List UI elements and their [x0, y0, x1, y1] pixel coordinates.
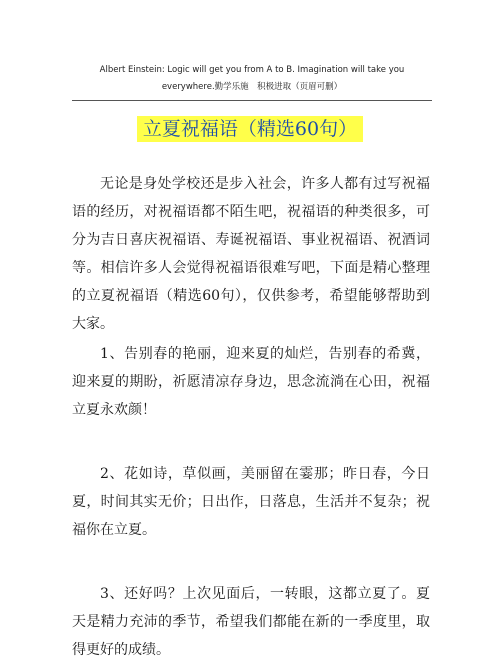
blessing-paragraph-2: 2、花如诗，草似画，美丽留在霎那；昨日春，今日夏，时间其实无价；日出作，日落息，生活并不复杂；祝福你在立夏。 — [72, 466, 430, 538]
document-body — [72, 170, 430, 664]
document-title: 立夏祝福语（精选60句） — [137, 116, 363, 142]
blessing-paragraph-1: 1、告别春的艳丽，迎来夏的灿烂，告别春的希冀，迎来夏的期盼，祈愿清凉存身边，思念流淌在心田，祝福立夏永欢颜！ — [72, 346, 430, 418]
intro-paragraph: 无论是身处学校还是步入社会，许多人都有过写祝福语的经历，对祝福语都不陌生吧，祝福语的种类很多，可分为吉日喜庆祝福语、寿诞祝福语、事业祝福语、祝酒词等。相信许多人会觉得祝福语很难写吧，下面是精心整理的立夏祝福语（精选60句），仅供参考，希望能够帮助到大家。 — [72, 176, 430, 332]
header-divider — [72, 100, 432, 101]
page-header: Albert Einstein: Logic will get you from A to B. Imagination will take you everywhere.勤学乐施 积极进取（页眉可删） — [99, 65, 405, 92]
title-container — [0, 116, 500, 142]
blessing-paragraph-3: 3、还好吗？上次见面后，一转眼，这都立夏了。夏天是精力充沛的季节，希望我们都能在新的一季度里，取得更好的成绩。 — [72, 586, 430, 658]
